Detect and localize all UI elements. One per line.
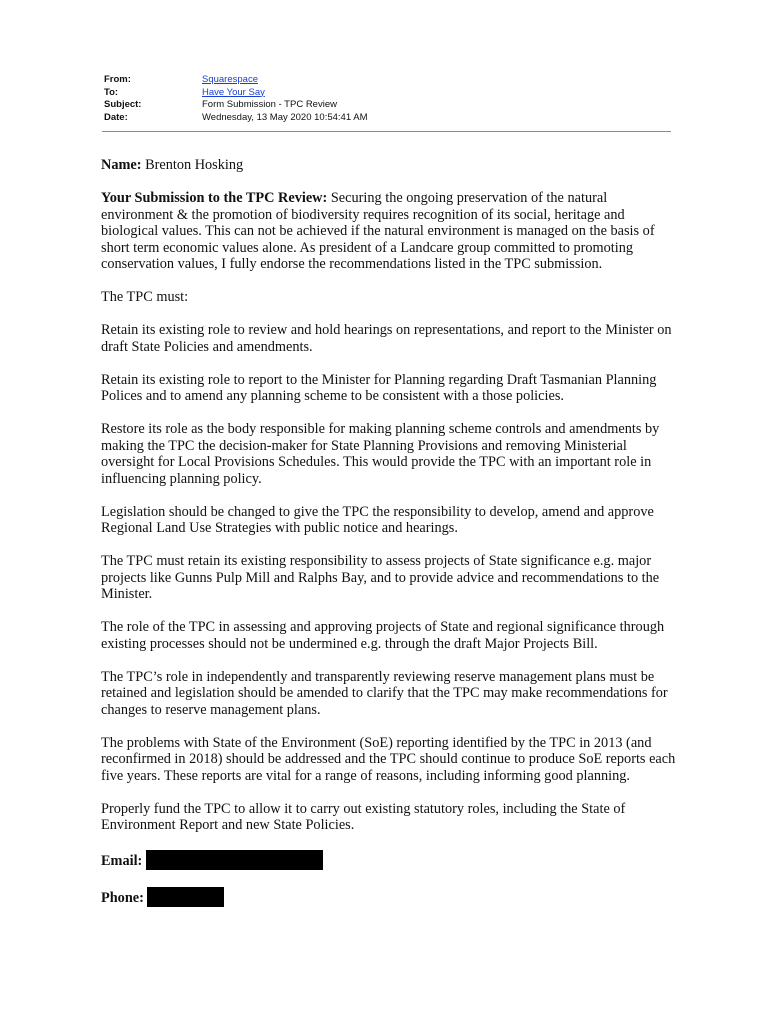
subject-value: Form Submission - TPC Review: [202, 99, 337, 111]
email-label: Email:: [101, 853, 143, 869]
date-label: Date:: [104, 112, 128, 124]
name-value: Brenton Hosking: [145, 157, 244, 173]
from-link[interactable]: Squarespace: [202, 74, 258, 85]
phone-line: [101, 887, 681, 907]
paragraph: Retain its existing role to review and hold hearings on representations, and report to the Minister on draft State Policies and amendments.: [101, 322, 672, 355]
to-label: To:: [104, 86, 119, 98]
from-row: [104, 74, 671, 87]
to-row: [104, 87, 671, 100]
paragraph: The role of the TPC in assessing and approving projects of State and regional significance through existing processes should not be undermined e.g. through the draft Major Projects Bill.: [101, 619, 665, 652]
paragraph: The TPC must:: [101, 289, 189, 305]
paragraph: Restore its role as the body responsible for making planning scheme controls and amendments by making the TPC the decision-maker for State Planning Provisions and removing Ministerial oversight for Local Provisions Schedules. This would provide the TPC with an important role in influencing planning policy.: [101, 421, 660, 487]
email-redaction: [146, 850, 323, 870]
paragraph: Properly fund the TPC to allow it to carry out existing statutory roles, including the State of Environment Report and new State Policies.: [101, 800, 626, 833]
phone-label: Phone:: [101, 889, 144, 906]
from-label: From:: [104, 74, 131, 85]
paragraph: Legislation should be changed to give the TPC the responsibility to develop, amend and approve Regional Land Use Strategies with public notice and hearings.: [101, 503, 654, 536]
paragraph: Retain its existing role to report to the Minister for Planning regarding Draft Tasmanian Planning Polices and to amend any planning scheme to be consistent with a those policies.: [101, 371, 657, 404]
submission-label: Your Submission to the TPC Review:: [101, 190, 328, 206]
subject-row: [104, 99, 671, 112]
name-label: Name:: [101, 157, 142, 173]
name-line: [101, 157, 681, 174]
submission-text: Securing the ongoing preservation of the natural environment & the promotion of biodiversity requires recognition of its social, heritage and biological values. This can not be achieved if the natural environment is managed on the basis of short term economic values alone. As president of a Landcare group committed to promoting conservation values, I fully endorse the recommendations listed in the TPC submission.: [101, 190, 655, 272]
submission-intro: [101, 190, 681, 273]
paragraph: The problems with State of the Environment (SoE) reporting identified by the TPC in 2013 (and reconfirmed in 2018) should be addressed and the TPC should continue to produce SoE reports each five years. These reports are vital for a range of reasons, including informing good planning.: [101, 734, 676, 784]
phone-redaction: [147, 887, 224, 907]
email-line: [101, 850, 681, 870]
email-header: [104, 74, 671, 125]
to-link[interactable]: Have Your Say: [202, 86, 265, 98]
message-body: [101, 157, 681, 923]
paragraph: The TPC must retain its existing responsibility to assess projects of State significance e.g. major projects like Gunns Pulp Mill and Ralphs Bay, and to provide advice and recommendations to the Minister.: [101, 553, 660, 602]
subject-label: Subject:: [104, 99, 142, 111]
date-value: Wednesday, 13 May 2020 10:54:41 AM: [202, 112, 368, 124]
paragraph: The TPC’s role in independently and transparently reviewing reserve management plans must be retained and legislation should be amended to clarify that the TPC may make recommendations for changes to reserve management plans.: [101, 668, 668, 718]
header-divider: [102, 131, 671, 132]
date-row: [104, 112, 671, 125]
